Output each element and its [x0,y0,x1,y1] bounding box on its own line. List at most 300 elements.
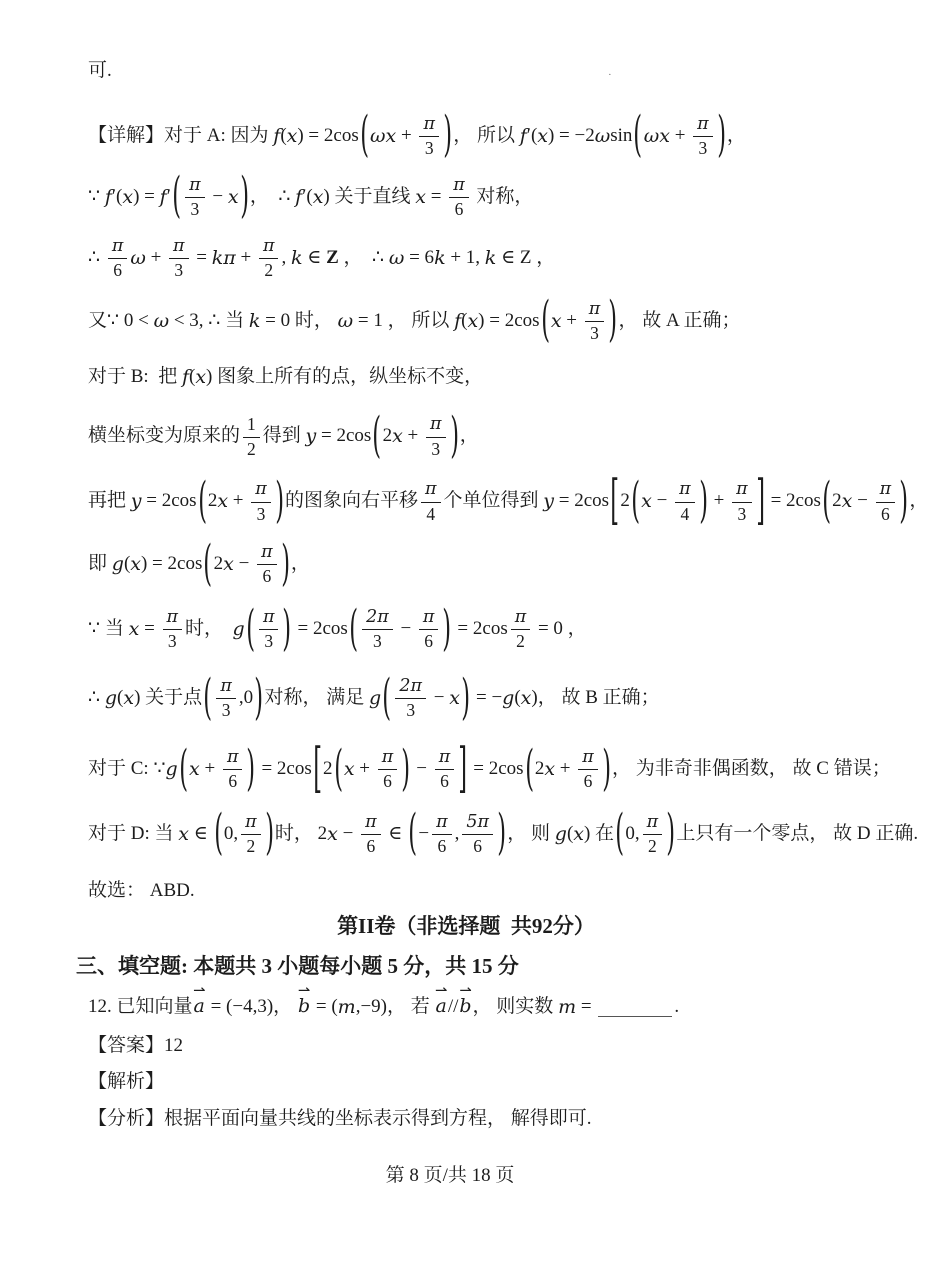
math-variable: g [502,687,515,710]
text-run: )， 故 B 正确； [531,687,660,709]
fraction-numerator: π [876,480,895,502]
text-run: 三、填空题: 本题共 3 小题每小题 5 分，共 15 分 [76,953,519,978]
text-run: ( [514,687,521,709]
fraction-denominator: 3 [424,138,434,159]
stretched-delimiter: ) [442,598,452,657]
text-run: 【详解】对于 A: 因为 [88,124,274,146]
fraction-denominator: 3 [221,700,231,721]
text-run: 0, [625,823,640,845]
text-run: + [354,758,375,780]
math-variable: x [327,823,338,846]
stretched-delimiter: ( [203,667,213,726]
fraction-numerator: π [643,813,662,835]
fraction-denominator: 3 [190,199,200,220]
text-run: = ( [311,995,338,1017]
math-variable: x [467,309,479,332]
text-run: − [337,823,359,845]
text-run: + [669,124,691,146]
text-run: ′( [111,185,123,207]
text-run: ) 关于点 [134,687,203,709]
fraction [435,748,454,791]
fraction [462,813,493,856]
math-variable: ωx [643,124,670,147]
fraction-numerator: π [421,480,440,502]
text-run: ， 故 A 正确； [618,309,741,331]
math-variable: x [286,124,298,147]
fraction-numerator: π [251,480,270,502]
fraction [675,480,694,523]
fraction-numerator: π [585,300,604,322]
fraction [378,748,397,791]
math-variable: x [415,185,426,208]
text-run: ∈ [302,246,327,268]
text-run: ∈ Z ， [496,246,556,268]
fraction-denominator: 3 [406,700,416,721]
text-run: ,−9)， 若 [355,995,435,1017]
text-run: 个单位得到 [443,490,544,512]
text-run: ， 为非奇非偶函数， 故 C 错误； [612,758,891,780]
fraction [259,608,278,651]
stretched-delimiter: [ [610,468,620,532]
fraction-denominator: 4 [680,503,690,524]
line-answer-choice [88,878,844,905]
line-shift-right [88,468,928,532]
text-run: ∈ [383,823,408,845]
math-variable: g [165,758,178,781]
fraction-denominator: 2 [516,631,525,652]
math-variable: x [312,185,324,208]
stretched-delimiter: ( [372,406,382,464]
stretched-delimiter: ] [755,468,765,532]
fraction [169,237,188,280]
line-answer [88,1033,844,1060]
vector-b [459,982,472,1021]
stretched-delimiter: ) [608,290,618,348]
fraction-numerator: π [419,115,438,137]
math-variable: y [543,490,555,513]
math-variable: a [435,995,447,1018]
fraction [421,480,440,523]
line-option-d [88,803,919,862]
fraction-numerator: π [169,237,188,259]
fraction-denominator: 6 [473,836,483,857]
stretched-delimiter: ) [666,803,676,862]
text-run: 2 [213,553,224,575]
stretched-delimiter: ( [213,803,223,862]
fraction-numerator: 2π [362,608,393,630]
text-run: − [429,687,450,709]
fraction-numerator: π [259,608,278,630]
fraction [578,748,597,791]
text-run: ∈ [188,823,213,845]
fraction-denominator: 3 [256,503,266,524]
text-run: ) = [133,185,160,207]
text-run: . [674,995,680,1017]
fraction-denominator: 2 [264,260,274,281]
text-run: ) = 2cos [140,553,203,575]
stretched-delimiter: ) [899,471,909,529]
vector-a [192,982,206,1021]
text-run: = (−4,3)， [205,995,297,1017]
text-run: = [576,995,597,1017]
text-run: 2 [832,490,842,512]
text-run: ( [117,687,124,709]
fraction [361,813,380,856]
fraction-numerator: π [578,748,597,770]
fraction [362,608,393,651]
text-run: = 2cos [452,618,508,640]
text-run: = 0 ， [533,618,587,640]
text-run: ) 在 [583,823,615,845]
fraction-denominator: 6 [383,771,392,792]
text-run: ， 则 [507,823,555,845]
text-run: ∵ [88,185,105,207]
line-omega-equation [88,237,844,280]
stretched-delimiter: ) [274,471,284,529]
fraction-denominator: 3 [264,631,274,652]
fraction-numerator: π [511,608,530,630]
text-run: ( [461,309,468,331]
text-run: ) 关于直线 [323,185,416,207]
text-run: = [191,246,212,268]
text-run: , [281,246,291,268]
stretched-delimiter: ) [461,667,471,726]
vector-b [297,982,311,1021]
math-variable: k [434,246,446,269]
stretched-delimiter: ) [716,105,726,163]
text-run: + [561,309,582,331]
text-run: ( [280,124,287,146]
fraction-numerator: π [449,176,468,198]
text-run: ( [566,823,574,845]
text-run: 2 [207,490,218,512]
math-variable: g [232,618,245,641]
stretched-delimiter: ( [633,105,643,163]
text-run: ， ∴ [338,246,389,268]
text-run: − [233,553,255,575]
text-run: ∴ [88,246,105,268]
fraction [241,813,260,856]
text-run: , [454,823,460,845]
fraction-denominator: 4 [426,503,436,524]
fraction-denominator: 6 [424,631,434,652]
stretched-delimiter: ) [254,667,264,726]
text-run: 时， 2 [274,823,328,845]
fraction-numerator: 1 [243,415,260,437]
stretched-delimiter: ( [631,471,640,529]
math-variable: x [178,823,189,846]
text-run: 的图象向右平移 [285,490,419,512]
math-variable: x [841,490,853,513]
text-run: = 2cos [292,618,348,640]
text-run: 【解析】 [88,1071,165,1093]
text-run: ′( [302,185,313,207]
text-run: + [708,490,730,512]
fraction-numerator: π [675,480,694,502]
math-bold-symbol: Z [326,246,339,268]
stretched-delimiter: ) [443,105,452,163]
math-variable: b [459,995,472,1018]
math-variable: ω [594,124,611,147]
text-run: − [651,490,673,512]
text-run: 故选： ABD. [88,879,195,901]
fraction [108,237,127,280]
stretched-delimiter: ( [359,105,369,163]
text-run: ) = 2cos [297,124,359,146]
text-run: ， [726,124,746,146]
line-jiexi [88,1069,844,1096]
section-header [88,912,844,941]
fraction-numerator: 2π [395,677,426,699]
text-run: − [418,823,430,845]
stretched-delimiter: ) [280,533,290,592]
content [76,58,928,1137]
line-analysis [88,1106,844,1133]
math-variable: f [181,366,189,389]
stretched-delimiter: ( [203,533,213,592]
text-run: = 6 [404,246,435,268]
math-variable: f [273,124,281,147]
text-run: 对于 D: 当 [88,823,179,845]
text-run: ) 图象上所有的点，纵坐标不变， [206,366,484,388]
fraction [693,115,712,158]
fraction-numerator: π [361,813,380,835]
math-variable: x [130,553,141,576]
math-variable: x [520,687,532,710]
fraction-numerator: 5π [462,813,493,835]
text-run: + [396,124,417,146]
text-run: 12. 已知向量 [88,995,193,1017]
text-run: 再把 [88,490,131,512]
text-run: ， 则实数 [472,995,559,1017]
text-run: 2 [382,425,393,447]
stretched-delimiter: ) [282,598,292,657]
fraction-denominator: 6 [440,771,449,792]
fraction-denominator: 6 [366,836,376,857]
math-variable: f [159,185,167,208]
math-variable: x [544,758,556,781]
text-run: 2 [620,490,630,512]
text-run: 【答案】12 [88,1034,184,1056]
text-run: = 2cos [141,490,197,512]
text-run: 时， [185,618,233,640]
text-run: ′ [166,185,171,207]
math-variable: x [195,366,207,389]
text-run: 即 [88,553,112,575]
stretched-delimiter: ( [178,738,188,797]
fraction-denominator: 2 [647,836,657,857]
fraction-numerator: π [378,748,397,770]
math-variable: b [297,995,311,1018]
text-run: + [555,758,576,780]
fraction [876,480,895,523]
vector-arrow-icon: ⇀ [297,982,311,1000]
text-run: = 2cos [765,490,821,512]
math-variable: x [128,618,140,641]
text-run: ， ∴ [249,185,296,207]
text-run: = 2cos [316,425,372,447]
stray-dot: · [608,69,612,81]
math-variable: x [392,425,403,448]
math-variable: g [554,823,567,846]
stretched-delimiter: ) [601,738,611,797]
stretched-delimiter: ( [524,738,534,797]
text-run: 对于 C: ∵ [88,758,166,780]
fraction-denominator: 6 [113,260,122,281]
stretched-delimiter: ) [497,803,507,862]
fraction-numerator: π [241,813,260,835]
text-run: ′( [526,124,538,146]
math-variable: ω [337,309,354,332]
line-omega-value [88,290,844,348]
section-fill-in-blanks [76,952,844,981]
fraction [732,480,751,523]
fraction [216,677,235,720]
text-run: = − [471,687,503,709]
stretched-delimiter: ) [401,738,411,797]
math-variable: ω [388,246,405,269]
stretched-delimiter: ( [172,166,181,224]
math-variable: x [573,823,584,846]
fraction-numerator: π [435,748,454,770]
line-g-at-pi-3 [88,598,844,657]
line-option-c [88,735,891,799]
stretched-delimiter: ( [540,290,550,348]
stretched-delimiter: ) [246,738,256,797]
math-variable: x [227,185,239,208]
math-variable: m [558,995,577,1018]
text-run: + [228,490,249,512]
fraction [511,608,530,651]
stretched-delimiter: ( [245,598,255,657]
text-run: = 1 ， 所以 [353,309,455,331]
fraction-denominator: 2 [247,438,256,459]
text-run: // [447,995,459,1017]
math-variable: ωx [370,124,397,147]
math-variable: k [248,309,261,332]
text-run: + [402,425,424,447]
math-variable: y [305,425,317,448]
math-variable: kπ [211,246,236,269]
fraction-numerator: π [732,480,751,502]
line-horizontal-scale [88,406,844,464]
stretched-delimiter: ( [382,667,392,726]
text-run: 得到 [262,425,306,447]
stretched-delimiter: ( [615,803,625,862]
math-variable: x [449,687,460,710]
fraction [643,813,662,856]
fraction [223,748,242,791]
fraction-denominator: 3 [698,138,708,159]
math-variable: f [454,309,462,332]
text-run: 对于 B: 把 [88,366,182,388]
fraction-denominator: 6 [880,503,890,524]
math-variable: m [337,995,356,1018]
math-variable: f [295,185,303,208]
text-run: ， [909,490,928,512]
math-variable: x [123,687,135,710]
text-run: 2 [534,758,545,780]
math-variable: x [537,124,548,147]
vector-arrow-icon: ⇀ [192,982,206,1000]
text-run: 又∵ 0 < [88,309,154,331]
math-variable: y [130,490,142,513]
text-run: sin [610,124,633,146]
fraction-denominator: 3 [431,438,441,459]
line-g-definition [88,533,844,592]
fraction [426,415,445,458]
text-run: + [145,246,167,268]
fraction-numerator: π [259,237,278,259]
math-variable: f [519,124,527,147]
fraction [395,677,426,720]
fraction-numerator: π [108,237,127,259]
vector-a [434,982,448,1021]
stretched-delimiter: ( [197,471,207,529]
fraction [432,813,451,856]
stretched-delimiter: ) [698,471,708,529]
text-run: ( [123,553,131,575]
fraction-denominator: 2 [246,836,256,857]
text-run: 横坐标变为原来的 [88,425,241,447]
fraction [257,543,276,586]
fraction-numerator: π [432,813,451,835]
fraction-denominator: 6 [262,566,272,587]
fraction-numerator: π [419,608,438,630]
stretched-delimiter: ( [408,803,418,862]
text-run: − [411,758,432,780]
text-run: ) = −2 [547,124,595,146]
fraction-denominator: 3 [167,631,177,652]
fraction [419,115,438,158]
text-run: 对称， 满足 [264,687,369,709]
text-run: = 2cos [554,490,610,512]
fraction-denominator: 3 [174,260,184,281]
stretched-delimiter: ] [458,735,468,799]
answer-blank [598,997,672,1018]
text-run: ， [459,425,479,447]
stretched-delimiter: ) [239,166,249,224]
fraction-denominator: 3 [590,322,599,343]
fraction-numerator: π [693,115,712,137]
text-run: ) = 2cos [478,309,540,331]
text-run: + 1, [445,246,485,268]
fraction [243,415,260,458]
text-run: 第II卷（非选择题 共92分） [337,914,595,939]
text-run: − [852,490,873,512]
math-variable: x [343,758,355,781]
math-variable: g [111,553,124,576]
fraction-denominator: 3 [373,631,382,652]
fraction-denominator: 3 [737,503,747,524]
text-run: 上只有一个零点， 故 D 正确. [676,823,919,845]
math-variable: g [104,687,118,710]
math-variable: x [223,553,234,576]
math-variable: x [189,758,200,781]
fraction-numerator: π [426,415,445,437]
fraction-numerator: π [163,608,182,630]
fraction [585,300,604,343]
fraction [259,237,278,280]
text-run: − [207,185,228,207]
text-run: < 3, ∴ 当 [169,309,249,331]
stretched-delimiter: ) [449,406,459,464]
stretched-delimiter: ( [822,471,831,529]
text-run: 【分析】根据平面向量共线的坐标表示得到方程， 解得即可. [88,1108,592,1129]
line-detail-option-a [88,105,844,163]
question-12 [88,982,844,1021]
fraction-numerator: π [223,748,242,770]
